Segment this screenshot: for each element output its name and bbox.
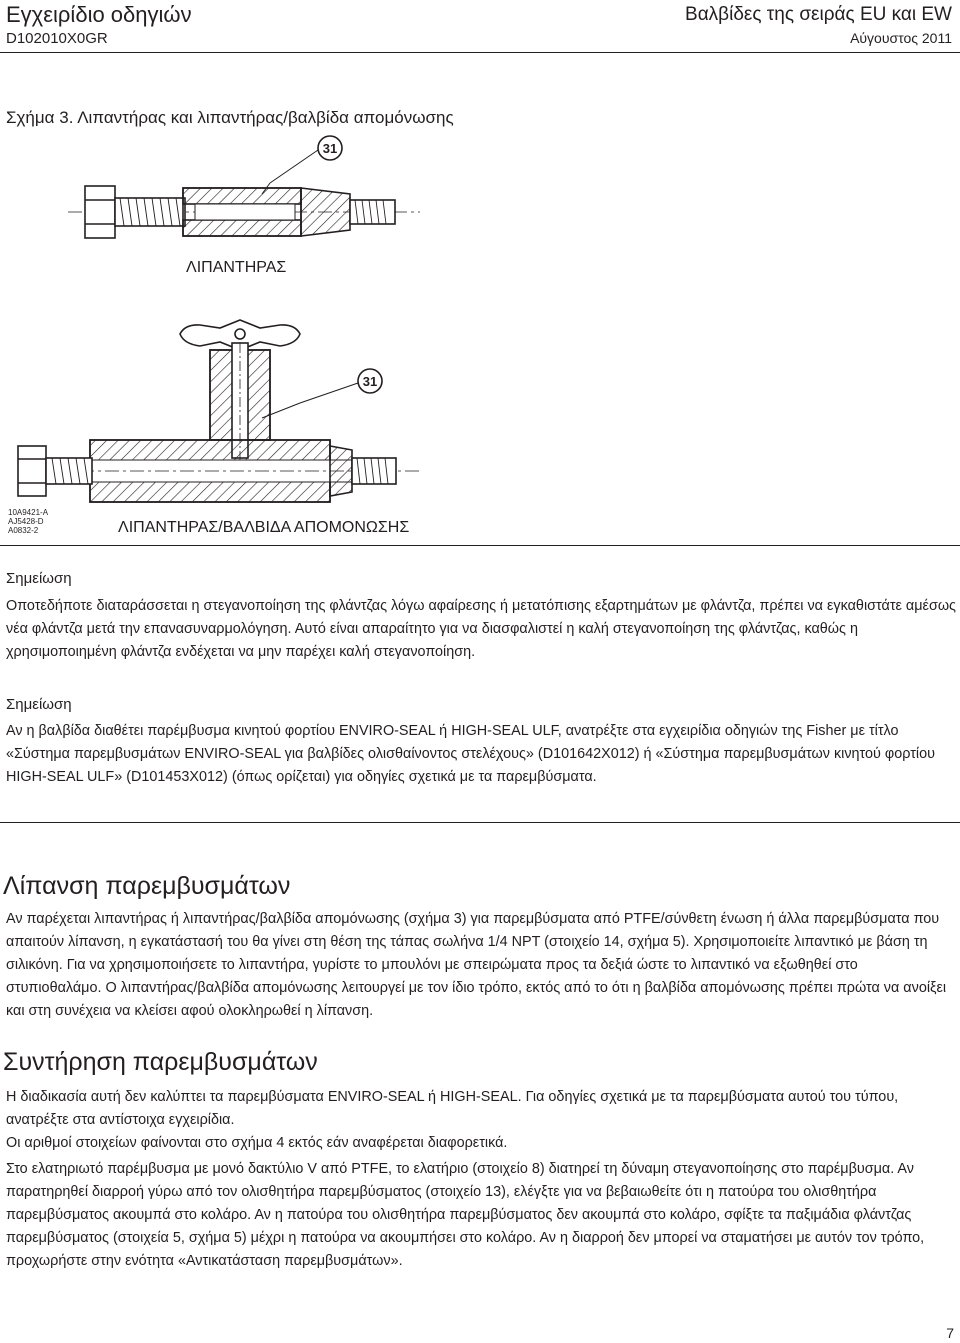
note-title: Σημείωση: [6, 570, 72, 587]
callout-31-top: 31: [322, 141, 338, 156]
page-number: 7: [946, 1325, 954, 1341]
publication-date: Αύγουστος 2011: [850, 30, 952, 46]
section-paragraph: Οι αριθμοί στοιχείων φαίνονται στο σχήμα 4 εκτός εάν αναφέρεται διαφορετικά.: [6, 1135, 508, 1151]
header-rule: [0, 52, 960, 53]
figure-rule: [0, 545, 960, 546]
drawing-code: AJ5428-D: [8, 517, 44, 526]
note-title: Σημείωση: [6, 696, 72, 713]
label-lubricator: ΛΙΠΑΝΤΗΡΑΣ: [186, 259, 287, 276]
document-code: D102010X0GR: [6, 30, 108, 47]
manual-title: Εγχειρίδιο οδηγιών: [6, 2, 192, 27]
note-text: Οποτεδήποτε διαταράσσεται η στεγανοποίηση της φλάντζας λόγω αφαίρεσης ή μετατόπισης εξαρτημάτων με φλάντζα, πρέπει να εγκαθιστάτε αμέσως νέα φλάντζα μετά την επανασυναρμολόγηση. Αυτό είναι απαραίτητο για να διασφαλιστεί η καλή στεγανοποίηση της φλάντζας, καθώς η χρησιμοποιημένη φλάντζα ενδέχεται να μην παρέχει καλή στεγανοποίηση.: [6, 598, 956, 660]
section-rule: [0, 822, 960, 823]
callout-31-bottom: 31: [362, 374, 378, 389]
section-title: Συντήρηση παρεμβυσμάτων: [3, 1048, 318, 1076]
product-title: Βαλβίδες της σειράς EU και EW: [685, 4, 952, 25]
section-paragraph: Αν παρέχεται λιπαντήρας ή λιπαντήρας/βαλβίδα απομόνωσης (σχήμα 3) για παρεμβύσματα από PTFE/σύνθετη ένωση ή άλλα παρεμβύσματα που απαιτούν λίπανση, η εγκατάστασή του θα γίνει στη θέση της τάπας σωλήνα 1/4 NPT (στοιχείο 14, σχήμα 5). Χρησιμοποιείτε λιπαντικό με βάση τη σιλικόνη. Για να χρησιμοποιήσετε το λιπαντήρα, γυρίστε το μπουλόνι με σπειρώματα προς τα δεξιά ώστε το λιπαντικό να εξωθηθεί στο στυπιοθαλάμο. Ο λιπαντήρας/βαλβίδα απομόνωσης λειτουργεί με τον ίδιο τρόπο, εκτός από το ότι η βαλβίδα απομόνωσης πρέπει πρώτα να ανοίξει και στη συνέχεια να κλείσει αφού ολοκληρωθεί η λίπανση.: [6, 911, 947, 1019]
drawing-code: A0832-2: [8, 526, 39, 535]
drawing-code: 10A9421-A: [8, 508, 49, 517]
note-text: Αν η βαλβίδα διαθέτει παρέμβυσμα κινητού φορτίου ENVIRO-SEAL ή HIGH-SEAL ULF, ανατρέξτε στα εγχειρίδια οδηγιών της Fisher με τίτλο «Σύστημα παρεμβυσμάτων ENVIRO-SEAL για βαλβίδες ολισθαίνοντος στελέχους» (D101642X012) ή «Σύστημα παρεμβυσμάτων κινητού φορτίου HIGH-SEAL ULF» (D101453X012) (όπως ορίζεται) για οδηγίες σχετικά με τα παρεμβύσματα.: [6, 723, 935, 785]
section-paragraph: Η διαδικασία αυτή δεν καλύπτει τα παρεμβύσματα ENVIRO-SEAL ή HIGH-SEAL. Για οδηγίες σχετικά με τα παρεμβύσματα αυτού του τύπου, ανατρέξτε στα αντίστοιχα εγχειρίδια.: [6, 1089, 899, 1128]
figure-caption: Σχήμα 3. Λιπαντήρας και λιπαντήρας/βαλβίδα απομόνωσης: [6, 108, 454, 127]
drawing-codes: [8, 508, 48, 535]
label-lubricator-valve: ΛΙΠΑΝΤΗΡΑΣ/ΒΑΛΒΙΔΑ ΑΠΟΜΟΝΩΣΗΣ: [118, 519, 410, 536]
section-paragraph: Στο ελατηριωτό παρέμβυσμα με μονό δακτύλιο V από PTFE, το ελατήριο (στοιχείο 8) διατηρεί τη δύναμη στεγανοποίησης στο παρέμβυσμα. Αν παρατηρηθεί διαρροή γύρω από τον ολισθητήρα παρεμβύσματος (στοιχείο 13), ελέγξτε για να βεβαιωθείτε ότι η πατούρα του ολισθητήρα παρεμβύσματος ακουμπά στο κολάρο. Αν η πατούρα του ολισθητήρα παρεμβύσματος δεν ακουμπά στο κολάρο, σφίξτε τα παξιμάδια φλάντζας παρεμβύσματος (στοιχεία 5, σχήμα 5) μέχρι η πατούρα να ακουμπήσει στο κολάρο. Αν η διαρροή δεν μπορεί να σταματήσει με αυτόν τον τρόπο, προχωρήστε στην ενότητα «Αντικατάσταση παρεμβυσμάτων».: [6, 1161, 925, 1269]
section-title: Λίπανση παρεμβυσμάτων: [3, 872, 291, 900]
lubricator-drawing: [0, 128, 960, 518]
